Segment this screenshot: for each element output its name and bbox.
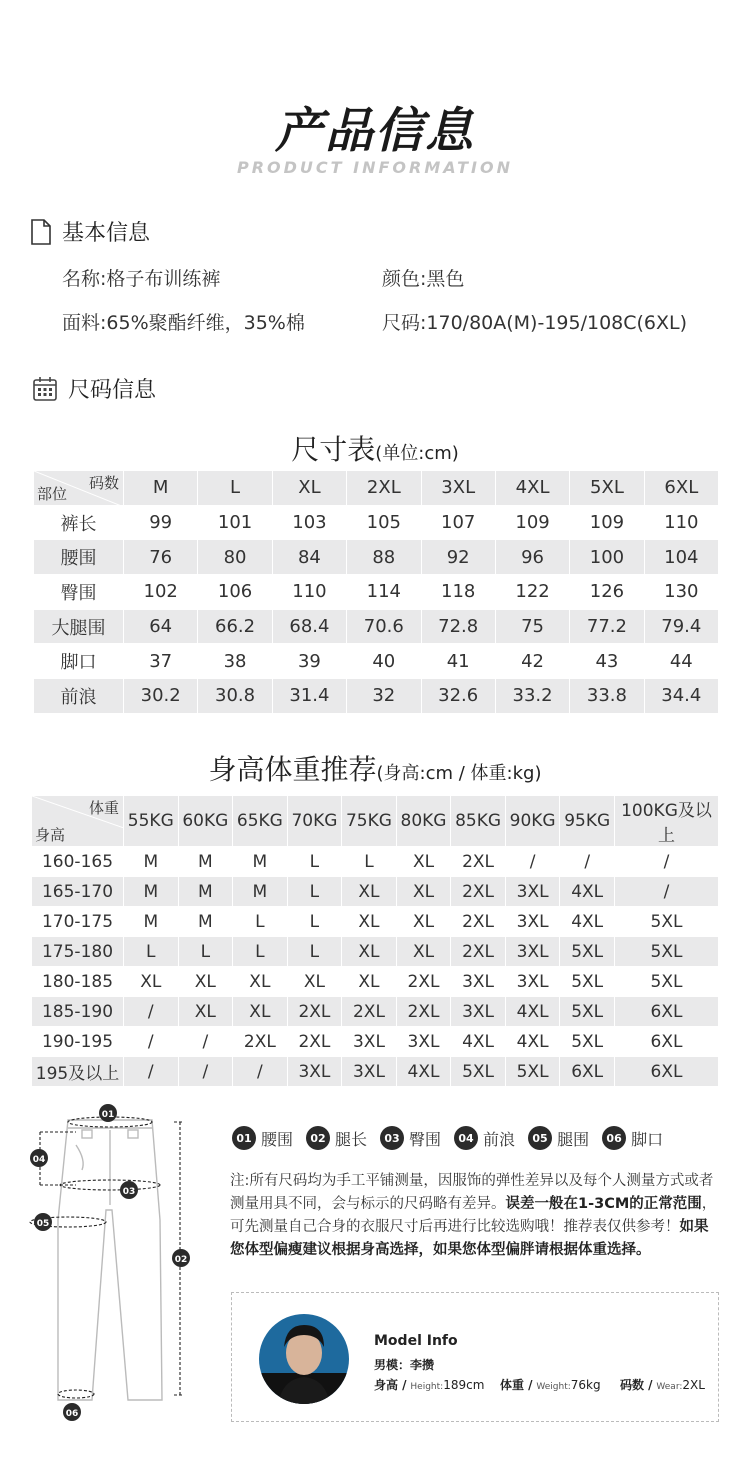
table-cell: /: [124, 1057, 179, 1087]
table-cell: L: [287, 847, 342, 877]
table-cell: 2XL: [451, 877, 506, 907]
table-cell: M: [178, 847, 233, 877]
table-cell: XL: [396, 907, 451, 937]
table-cell: 6XL: [615, 1057, 719, 1087]
table-cell: 4XL: [451, 1027, 506, 1057]
table-cell: 3XL: [342, 1057, 397, 1087]
calendar-icon: [32, 376, 58, 402]
table-cell: M: [124, 877, 179, 907]
row-label: 190-195: [32, 1027, 124, 1057]
table-cell: L: [233, 907, 288, 937]
table-cell: 2XL: [396, 967, 451, 997]
column-header: 5XL: [570, 471, 644, 506]
legend-item: [454, 1126, 515, 1150]
table-cell: XL: [342, 907, 397, 937]
table-cell: 114: [347, 575, 421, 610]
table-cell: 4XL: [396, 1057, 451, 1087]
table-cell: 101: [198, 505, 272, 540]
legend-label: 腰围: [261, 1129, 294, 1149]
number-badge-icon: 03: [380, 1126, 404, 1150]
table-cell: M: [233, 877, 288, 907]
model-size: [620, 1376, 705, 1393]
table-cell: 99: [124, 505, 198, 540]
table-cell: 2XL: [451, 907, 506, 937]
table-row: [32, 847, 719, 877]
table-cell: 105: [347, 505, 421, 540]
model-weight: [500, 1376, 601, 1393]
table-cell: L: [178, 937, 233, 967]
table-cell: L: [124, 937, 179, 967]
table-cell: L: [233, 937, 288, 967]
row-label: 160-165: [32, 847, 124, 877]
table-cell: 110: [272, 575, 346, 610]
table-cell: 92: [421, 540, 495, 575]
column-header: 90KG: [505, 796, 560, 847]
legend-label: 臀围: [409, 1129, 442, 1149]
table-cell: 106: [198, 575, 272, 610]
row-label: 臀围: [34, 575, 124, 610]
table-cell: 4XL: [560, 907, 615, 937]
table-cell: 3XL: [396, 1027, 451, 1057]
table-cell: 37: [124, 644, 198, 679]
table-cell: 3XL: [505, 877, 560, 907]
note-text: ，可先测量自己合身的衣服尺寸后再进行比较选购哦！推荐表仅供参考！: [230, 1196, 717, 1235]
table-cell: /: [124, 997, 179, 1027]
table-cell: 3XL: [505, 967, 560, 997]
legend-item: [380, 1126, 441, 1150]
table-cell: L: [342, 847, 397, 877]
table-cell: 102: [124, 575, 198, 610]
height-en-label: Height:: [410, 1382, 444, 1392]
table-cell: 2XL: [287, 997, 342, 1027]
column-header: 2XL: [347, 471, 421, 506]
table-cell: 72.8: [421, 609, 495, 644]
corner-bottom-label: 身高: [35, 826, 66, 844]
table-cell: 30.2: [124, 679, 198, 714]
row-label: 脚口: [34, 644, 124, 679]
table-cell: XL: [396, 937, 451, 967]
size-en-label: Wear:: [656, 1382, 683, 1392]
page-subtitle: PRODUCT INFORMATION: [237, 158, 513, 177]
table-cell: 3XL: [505, 937, 560, 967]
legend-label: 腿围: [557, 1129, 590, 1149]
note-text: 注:所有尺码均为手工平铺测量，因服饰的弹性差异以及每个人测量方式或者测量用具不同，会与标示的尺码略有差异。: [230, 1173, 714, 1212]
table-cell: 6XL: [615, 1027, 719, 1057]
table-cell: XL: [396, 847, 451, 877]
table-cell: 5XL: [451, 1057, 506, 1087]
table-cell: /: [505, 847, 560, 877]
table-cell: M: [178, 907, 233, 937]
table-cell: XL: [396, 877, 451, 907]
product-size-range: 尺码:170/80A(M)-195/108C(6XL): [382, 312, 688, 334]
table-cell: 4XL: [505, 997, 560, 1027]
table-cell: 88: [347, 540, 421, 575]
measurement-legend: [232, 1126, 663, 1150]
table-cell: 110: [644, 505, 718, 540]
model-info-title: Model Info: [374, 1333, 458, 1349]
size-table-title: [0, 428, 750, 468]
table-cell: 77.2: [570, 609, 644, 644]
table-cell: /: [615, 877, 719, 907]
table-cell: M: [178, 877, 233, 907]
table-cell: 76: [124, 540, 198, 575]
table-cell: /: [178, 1057, 233, 1087]
table-cell: XL: [287, 967, 342, 997]
row-label: 185-190: [32, 997, 124, 1027]
table-cell: /: [178, 1027, 233, 1057]
size-table-corner: [34, 471, 124, 506]
table-row: [32, 907, 719, 937]
row-label: 前浪: [34, 679, 124, 714]
column-header: 65KG: [233, 796, 288, 847]
table-cell: 5XL: [560, 1027, 615, 1057]
svg-text:05: 05: [36, 1219, 50, 1229]
table-cell: 4XL: [505, 1027, 560, 1057]
product-name: 名称:格子布训练裤: [62, 268, 221, 290]
table-row: [32, 937, 719, 967]
table-cell: L: [287, 937, 342, 967]
document-icon: [30, 219, 52, 245]
column-header: XL: [272, 471, 346, 506]
table-cell: 5XL: [505, 1057, 560, 1087]
table-cell: 5XL: [560, 967, 615, 997]
table-cell: 2XL: [451, 847, 506, 877]
weight-label: 体重 /: [500, 1378, 533, 1392]
model-gender-name: [374, 1356, 434, 1373]
table-cell: 122: [495, 575, 569, 610]
column-header: L: [198, 471, 272, 506]
table-row: [34, 679, 719, 714]
size-table: [33, 470, 719, 714]
table-cell: 107: [421, 505, 495, 540]
number-badge-icon: 04: [454, 1126, 478, 1150]
rec-table-corner: [32, 796, 124, 847]
table-cell: 70.6: [347, 609, 421, 644]
column-header: 3XL: [421, 471, 495, 506]
table-cell: 41: [421, 644, 495, 679]
size-table-unit: (单位:cm): [375, 443, 459, 464]
column-header: 70KG: [287, 796, 342, 847]
table-cell: 79.4: [644, 609, 718, 644]
table-cell: 5XL: [560, 997, 615, 1027]
table-cell: 40: [347, 644, 421, 679]
table-cell: 66.2: [198, 609, 272, 644]
column-header: 80KG: [396, 796, 451, 847]
height-label: 身高 /: [374, 1378, 407, 1392]
column-header: 85KG: [451, 796, 506, 847]
table-cell: L: [287, 907, 342, 937]
table-cell: 118: [421, 575, 495, 610]
row-label: 腰围: [34, 540, 124, 575]
table-cell: 109: [495, 505, 569, 540]
legend-item: [602, 1126, 663, 1150]
legend-label: 脚口: [631, 1129, 664, 1149]
table-cell: 126: [570, 575, 644, 610]
row-label: 165-170: [32, 877, 124, 907]
column-header: 100KG及以上: [615, 796, 719, 847]
table-cell: 3XL: [451, 997, 506, 1027]
model-height: [374, 1376, 484, 1393]
size-info-title: 尺码信息: [68, 378, 157, 403]
model-avatar: [258, 1313, 350, 1405]
weight-en-label: Weight:: [536, 1382, 571, 1392]
table-cell: /: [124, 1027, 179, 1057]
table-cell: XL: [233, 967, 288, 997]
row-label: 180-185: [32, 967, 124, 997]
table-cell: 34.4: [644, 679, 718, 714]
measurement-note: [230, 1170, 722, 1262]
table-cell: 3XL: [505, 907, 560, 937]
table-cell: 96: [495, 540, 569, 575]
table-row: [32, 967, 719, 997]
table-cell: 42: [495, 644, 569, 679]
table-cell: M: [124, 847, 179, 877]
table-cell: 39: [272, 644, 346, 679]
table-cell: 38: [198, 644, 272, 679]
table-row: [32, 1027, 719, 1057]
row-label: 大腿围: [34, 609, 124, 644]
table-cell: 5XL: [615, 907, 719, 937]
row-label: 195及以上: [32, 1057, 124, 1087]
svg-text:03: 03: [122, 1187, 136, 1197]
table-cell: /: [560, 847, 615, 877]
legend-item: [232, 1126, 293, 1150]
table-cell: 31.4: [272, 679, 346, 714]
table-cell: XL: [342, 967, 397, 997]
table-cell: 6XL: [615, 997, 719, 1027]
table-cell: 32: [347, 679, 421, 714]
row-label: 170-175: [32, 907, 124, 937]
legend-label: 前浪: [483, 1129, 516, 1149]
table-cell: L: [287, 877, 342, 907]
pants-measurement-diagram: [24, 1100, 200, 1425]
legend-label: 腿长: [335, 1129, 368, 1149]
model-info-card: [231, 1292, 719, 1422]
table-cell: M: [233, 847, 288, 877]
table-cell: 5XL: [560, 937, 615, 967]
number-badge-icon: 02: [306, 1126, 330, 1150]
row-label: 裤长: [34, 505, 124, 540]
rec-table-header-row: [32, 796, 719, 847]
table-cell: 64: [124, 609, 198, 644]
note-emphasis: 如果您体型偏瘦建议根据身高选择，如果您体型偏胖请根据体重选择。: [230, 1219, 709, 1258]
table-cell: 43: [570, 644, 644, 679]
table-cell: 104: [644, 540, 718, 575]
table-cell: 33.2: [495, 679, 569, 714]
svg-text:04: 04: [32, 1155, 46, 1165]
table-cell: 5XL: [615, 937, 719, 967]
column-header: 95KG: [560, 796, 615, 847]
table-cell: XL: [178, 967, 233, 997]
table-cell: /: [615, 847, 719, 877]
table-cell: 3XL: [287, 1057, 342, 1087]
product-fabric: 面料:65%聚酯纤维，35%棉: [62, 312, 305, 334]
table-cell: 44: [644, 644, 718, 679]
column-header: 6XL: [644, 471, 718, 506]
table-cell: 2XL: [233, 1027, 288, 1057]
svg-text:01: 01: [101, 1110, 115, 1120]
corner-top-label: 码数: [88, 474, 119, 492]
table-cell: 2XL: [451, 937, 506, 967]
size-label: 码数 /: [620, 1378, 653, 1392]
table-cell: XL: [178, 997, 233, 1027]
table-cell: XL: [342, 937, 397, 967]
product-color: 颜色:黑色: [382, 268, 465, 290]
table-cell: 75: [495, 609, 569, 644]
corner-bottom-label: 部位: [37, 484, 68, 503]
recommendation-table: [31, 795, 719, 1087]
corner-top-label: 体重: [88, 799, 119, 817]
basic-info-title: 基本信息: [62, 221, 151, 246]
rec-table-unit: (身高:cm / 体重:kg): [376, 763, 542, 784]
column-header: 75KG: [342, 796, 397, 847]
number-badge-icon: 06: [602, 1126, 626, 1150]
size-table-header-row: [34, 471, 719, 506]
table-cell: 80: [198, 540, 272, 575]
table-cell: 100: [570, 540, 644, 575]
table-row: [32, 1057, 719, 1087]
size-table-name: 尺寸表: [291, 433, 376, 466]
table-cell: 103: [272, 505, 346, 540]
size-value: 2XL: [682, 1378, 705, 1392]
table-row: [32, 877, 719, 907]
legend-item: [528, 1126, 589, 1150]
table-cell: 68.4: [272, 609, 346, 644]
column-header: 55KG: [124, 796, 179, 847]
legend-item: [306, 1126, 367, 1150]
table-cell: 5XL: [615, 967, 719, 997]
table-cell: 30.8: [198, 679, 272, 714]
number-badge-icon: 05: [528, 1126, 552, 1150]
table-row: [32, 997, 719, 1027]
rec-table-title: [0, 748, 750, 788]
column-header: 4XL: [495, 471, 569, 506]
svg-text:06: 06: [65, 1409, 79, 1419]
table-cell: 3XL: [451, 967, 506, 997]
table-cell: 33.8: [570, 679, 644, 714]
table-row: [34, 505, 719, 540]
number-badge-icon: 01: [232, 1126, 256, 1150]
column-header: M: [124, 471, 198, 506]
rec-table-name: 身高体重推荐: [208, 753, 377, 786]
table-cell: 3XL: [342, 1027, 397, 1057]
table-cell: 2XL: [287, 1027, 342, 1057]
table-cell: 6XL: [560, 1057, 615, 1087]
note-emphasis: 误差一般在1-3CM的正常范围: [505, 1196, 702, 1212]
table-cell: XL: [124, 967, 179, 997]
table-cell: M: [124, 907, 179, 937]
table-cell: 2XL: [342, 997, 397, 1027]
table-cell: 4XL: [560, 877, 615, 907]
row-label: 175-180: [32, 937, 124, 967]
table-cell: XL: [233, 997, 288, 1027]
table-cell: 109: [570, 505, 644, 540]
model-gender-label: 男模：: [374, 1358, 411, 1372]
svg-text:02: 02: [174, 1255, 188, 1265]
table-row: [34, 609, 719, 644]
height-value: 189cm: [443, 1378, 485, 1392]
table-row: [34, 644, 719, 679]
table-cell: /: [233, 1057, 288, 1087]
column-header: 60KG: [178, 796, 233, 847]
table-row: [34, 575, 719, 610]
table-cell: 84: [272, 540, 346, 575]
table-cell: XL: [342, 877, 397, 907]
page-title: 产品信息: [274, 103, 475, 159]
table-cell: 32.6: [421, 679, 495, 714]
weight-value: 76kg: [570, 1378, 601, 1392]
table-cell: 130: [644, 575, 718, 610]
table-row: [34, 540, 719, 575]
table-cell: 2XL: [396, 997, 451, 1027]
basic-info-heading: [30, 216, 150, 247]
size-info-heading: [32, 373, 156, 404]
model-name: 李攒: [410, 1358, 435, 1372]
